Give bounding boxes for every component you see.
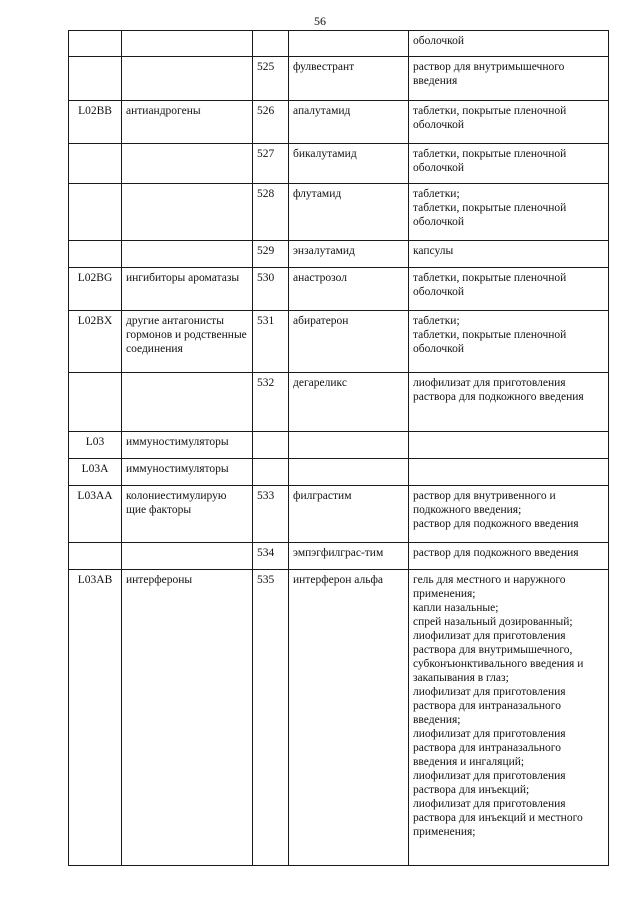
dosage-forms-cell	[409, 184, 609, 241]
table-row	[69, 101, 609, 144]
dosage-forms-cell	[409, 543, 609, 570]
row-number-cell	[253, 432, 289, 459]
dosage-forms-cell	[409, 373, 609, 432]
atc-code-cell: L03A	[69, 459, 122, 486]
dosage-form-line: таблетки, покрытые пленочной оболочкой	[413, 148, 567, 174]
dosage-form-line: таблетки, покрытые пленочной оболочкой	[413, 272, 567, 298]
page-number: 56	[314, 14, 326, 28]
dosage-form-line: капсулы	[413, 245, 454, 257]
group-name-cell	[122, 57, 253, 101]
dosage-form-line: гель для местного и наружного применения;	[413, 574, 566, 600]
table-row	[69, 57, 609, 101]
atc-code-cell: L03AB	[69, 570, 122, 866]
dosage-forms-cell	[409, 486, 609, 543]
dosage-form-line: раствор для подкожного введения	[413, 518, 579, 530]
drug-table-body	[69, 31, 609, 866]
dosage-forms-cell	[409, 570, 609, 866]
dosage-forms-cell	[409, 31, 609, 57]
dosage-forms-cell	[409, 432, 609, 459]
group-name-cell: иммуностимуляторы	[122, 432, 253, 459]
table-row	[69, 144, 609, 184]
atc-code-cell: L03AA	[69, 486, 122, 543]
drug-name-cell: филграстим	[289, 486, 409, 543]
table-row	[69, 459, 609, 486]
row-number-cell: 528	[253, 184, 289, 241]
group-name-cell	[122, 184, 253, 241]
group-name-cell: интерфероны	[122, 570, 253, 866]
atc-code-cell: L02BB	[69, 101, 122, 144]
table-row	[69, 432, 609, 459]
row-number-cell: 530	[253, 268, 289, 311]
dosage-form-line: таблетки, покрытые пленочной оболочкой	[413, 329, 567, 355]
dosage-forms-cell	[409, 144, 609, 184]
drug-name-cell	[289, 31, 409, 57]
drug-name-cell: абиратерон	[289, 311, 409, 373]
dosage-forms-cell	[409, 101, 609, 144]
dosage-form-line: капли назальные;	[413, 602, 499, 614]
atc-code-cell	[69, 241, 122, 268]
dosage-forms-cell	[409, 268, 609, 311]
table-row	[69, 570, 609, 866]
dosage-form-line: лиофилизат для приготовления раствора для внутримышечного, субконъюнктивального введения и закапывания в глаз;	[413, 630, 584, 684]
table-row	[69, 373, 609, 432]
atc-code-cell	[69, 543, 122, 570]
row-number-cell	[253, 459, 289, 486]
group-name-cell	[122, 31, 253, 57]
group-name-cell: иммуностимуляторы	[122, 459, 253, 486]
dosage-form-line: лиофилизат для приготовления раствора для интраназального введения;	[413, 686, 566, 726]
table-row	[69, 241, 609, 268]
drug-name-cell	[289, 459, 409, 486]
atc-code-cell: L02BX	[69, 311, 122, 373]
drug-name-cell: апалутамид	[289, 101, 409, 144]
dosage-form-line: раствор для внутримышечного введения	[413, 61, 565, 87]
dosage-form-line: лиофилизат для приготовления раствора для интраназального введения и ингаляций;	[413, 728, 566, 768]
group-name-cell: колониестимулирую щие факторы	[122, 486, 253, 543]
table-row	[69, 184, 609, 241]
row-number-cell: 532	[253, 373, 289, 432]
drug-name-cell: фулвестрант	[289, 57, 409, 101]
row-number-cell: 533	[253, 486, 289, 543]
drug-name-cell	[289, 432, 409, 459]
atc-code-cell: L03	[69, 432, 122, 459]
dosage-form-line: таблетки;	[413, 188, 460, 200]
table-row	[69, 31, 609, 57]
dosage-forms-cell	[409, 57, 609, 101]
atc-code-cell	[69, 31, 122, 57]
row-number-cell: 526	[253, 101, 289, 144]
group-name-cell	[122, 241, 253, 268]
dosage-forms-cell	[409, 241, 609, 268]
dosage-forms-cell	[409, 311, 609, 373]
group-name-cell: другие антагонисты гормонов и родственные соединения	[122, 311, 253, 373]
atc-code-cell: L02BG	[69, 268, 122, 311]
table-row	[69, 486, 609, 543]
dosage-forms-cell	[409, 459, 609, 486]
drug-name-cell: анастрозол	[289, 268, 409, 311]
row-number-cell: 527	[253, 144, 289, 184]
row-number-cell: 529	[253, 241, 289, 268]
group-name-cell	[122, 144, 253, 184]
group-name-cell	[122, 373, 253, 432]
dosage-form-line: оболочкой	[413, 35, 465, 47]
drug-name-cell: флутамид	[289, 184, 409, 241]
atc-code-cell	[69, 57, 122, 101]
drug-name-cell: энзалутамид	[289, 241, 409, 268]
dosage-form-line: лиофилизат для приготовления раствора для инъекций;	[413, 770, 566, 796]
row-number-cell: 534	[253, 543, 289, 570]
table-row	[69, 268, 609, 311]
drug-name-cell: эмпэгфилграс-тим	[289, 543, 409, 570]
dosage-form-line: раствор для внутривенного и подкожного введения;	[413, 490, 556, 516]
row-number-cell: 531	[253, 311, 289, 373]
drug-name-cell: дегареликс	[289, 373, 409, 432]
table-row	[69, 543, 609, 570]
group-name-cell: ингибиторы ароматазы	[122, 268, 253, 311]
dosage-form-line: раствор для подкожного введения	[413, 547, 579, 559]
drug-name-cell: бикалутамид	[289, 144, 409, 184]
row-number-cell	[253, 31, 289, 57]
atc-code-cell	[69, 184, 122, 241]
row-number-cell: 535	[253, 570, 289, 866]
dosage-form-line: лиофилизат для приготовления раствора для инъекций и местного применения;	[413, 798, 583, 838]
dosage-form-line: таблетки;	[413, 315, 460, 327]
dosage-form-line: лиофилизат для приготовления раствора для подкожного введения	[413, 377, 584, 403]
drug-name-cell: интерферон альфа	[289, 570, 409, 866]
drug-table	[68, 30, 609, 866]
dosage-form-line: спрей назальный дозированный;	[413, 616, 573, 628]
dosage-form-line: таблетки, покрытые пленочной оболочкой	[413, 105, 567, 131]
atc-code-cell	[69, 373, 122, 432]
table-row	[69, 311, 609, 373]
group-name-cell	[122, 543, 253, 570]
atc-code-cell	[69, 144, 122, 184]
dosage-form-line: таблетки, покрытые пленочной оболочкой	[413, 202, 567, 228]
row-number-cell: 525	[253, 57, 289, 101]
group-name-cell: антиандрогены	[122, 101, 253, 144]
